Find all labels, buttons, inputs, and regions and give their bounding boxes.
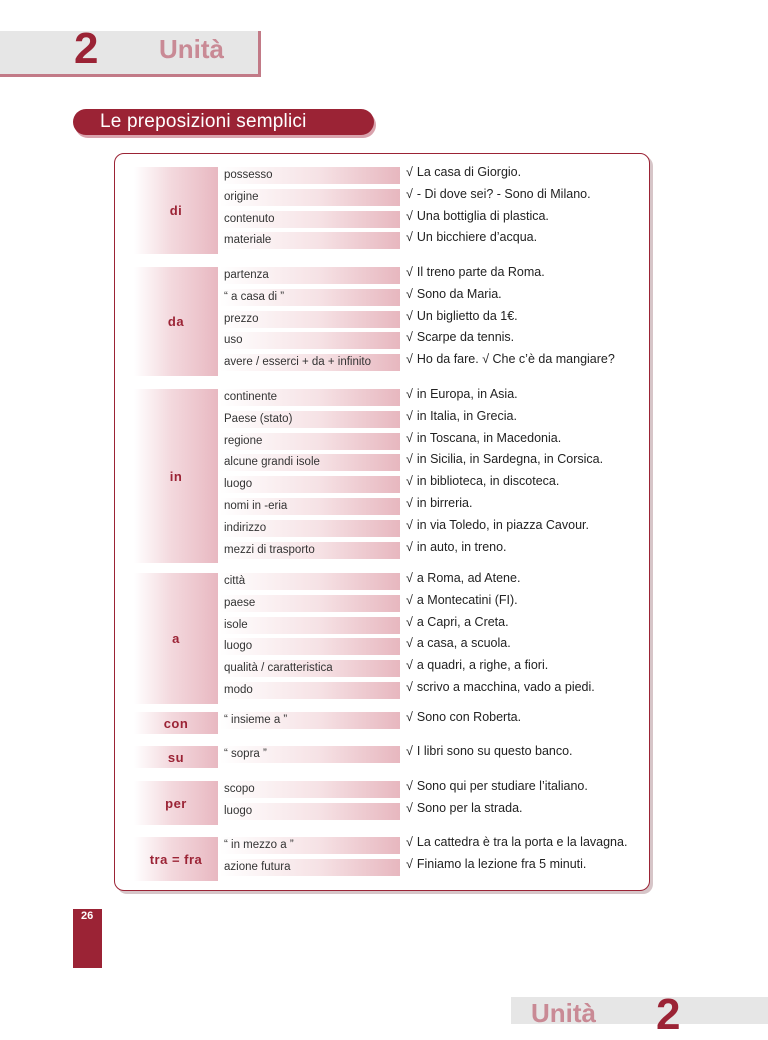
preposition-label: a	[134, 573, 218, 704]
example-text: Una bottiglia di plastica.	[416, 209, 549, 223]
example-text: a Roma, ad Atene.	[416, 571, 521, 585]
example-sentence	[406, 834, 627, 851]
footer-unit-label: Unità	[531, 998, 596, 1028]
unit-label: Unità	[159, 34, 224, 64]
check-mark: √	[406, 187, 413, 201]
preposition-group	[134, 837, 644, 881]
check-mark: √	[406, 615, 413, 629]
check-mark: √	[406, 540, 413, 554]
usage-label: regione	[220, 433, 400, 450]
example-text: in Europa, in Asia.	[416, 387, 518, 401]
check-mark: √	[406, 779, 413, 793]
usage-row	[220, 498, 644, 519]
usage-row	[220, 332, 644, 353]
preposition-group	[134, 267, 644, 376]
page-number: 26	[81, 910, 94, 922]
check-mark: √	[406, 857, 413, 871]
preposition-group	[134, 167, 644, 254]
usage-row	[220, 454, 644, 475]
example-text: Sono con Roberta.	[416, 710, 522, 724]
example-sentence	[406, 517, 589, 534]
example-sentence	[406, 495, 472, 512]
example-sentence	[406, 430, 561, 447]
usage-row	[220, 542, 644, 563]
check-mark: √	[406, 330, 413, 344]
usage-row	[220, 389, 644, 410]
example-sentence	[406, 308, 518, 325]
preposition-label: con	[134, 712, 218, 734]
check-mark: √	[406, 265, 413, 279]
usage-label: azione futura	[220, 859, 400, 876]
usage-label: modo	[220, 682, 400, 699]
example-text: Finiamo la lezione fra 5 minuti.	[416, 857, 587, 871]
example-text: I libri sono su questo banco.	[416, 744, 573, 758]
check-mark: √	[406, 593, 413, 607]
preposition-group	[134, 389, 644, 563]
usage-label: materiale	[220, 232, 400, 249]
usage-label: alcune grandi isole	[220, 454, 400, 471]
example-sentence	[406, 743, 573, 760]
usage-label: qualità / caratteristica	[220, 660, 400, 677]
footer-unit-number: 2	[656, 990, 681, 1039]
usage-label: uso	[220, 332, 400, 349]
preposition-label: tra = fra	[134, 837, 218, 881]
check-mark: √	[406, 710, 413, 724]
usage-label: mezzi di trasporto	[220, 542, 400, 559]
usage-label: origine	[220, 189, 400, 206]
usage-row	[220, 476, 644, 497]
usage-label: contenuto	[220, 211, 400, 228]
usage-label: luogo	[220, 476, 400, 493]
usage-label: luogo	[220, 803, 400, 820]
check-mark: √	[406, 309, 413, 323]
usage-row	[220, 682, 644, 703]
check-mark: √	[406, 636, 413, 650]
example-text: in biblioteca, in discoteca.	[416, 474, 560, 488]
example-sentence	[406, 164, 521, 181]
check-mark: √	[406, 658, 413, 672]
preposition-group	[134, 712, 644, 734]
example-text: Il treno parte da Roma.	[416, 265, 545, 279]
usage-label: continente	[220, 389, 400, 406]
example-sentence	[406, 329, 514, 346]
check-mark: √	[406, 518, 413, 532]
example-text: a casa, a scuola.	[416, 636, 511, 650]
example-text: in Sicilia, in Sardegna, in Corsica.	[416, 452, 604, 466]
unit-number: 2	[74, 24, 99, 73]
example-text: La cattedra è tra la porta e la lavagna.	[416, 835, 628, 849]
usage-row	[220, 289, 644, 310]
usage-row	[220, 660, 644, 681]
usage-row	[220, 167, 644, 188]
usage-label: possesso	[220, 167, 400, 184]
example-sentence	[406, 473, 559, 490]
example-text: Sono qui per studiare l’italiano.	[416, 779, 588, 793]
usage-row	[220, 859, 644, 880]
example-text: in Toscana, in Macedonia.	[416, 431, 562, 445]
example-sentence	[406, 800, 523, 817]
example-sentence	[406, 408, 517, 425]
check-mark: √	[406, 409, 413, 423]
example-sentence	[406, 778, 588, 795]
example-sentence	[406, 229, 537, 246]
check-mark: √	[406, 496, 413, 510]
example-sentence	[406, 856, 586, 873]
check-mark: √	[406, 165, 413, 179]
usage-label: isole	[220, 617, 400, 634]
usage-label: partenza	[220, 267, 400, 284]
usage-row	[220, 595, 644, 616]
check-mark: √	[406, 387, 413, 401]
check-mark: √	[406, 744, 413, 758]
usage-label: “ insieme a ”	[220, 712, 400, 729]
example-sentence	[406, 614, 509, 631]
check-mark: √	[406, 571, 413, 585]
preposition-label: in	[134, 389, 218, 563]
usage-row	[220, 746, 644, 767]
check-mark: √	[406, 230, 413, 244]
usage-row	[220, 354, 644, 375]
example-text: in Italia, in Grecia.	[416, 409, 517, 423]
usage-row	[220, 411, 644, 432]
usage-label: “ sopra ”	[220, 746, 400, 763]
check-mark: √	[406, 474, 413, 488]
page-number-tab	[73, 909, 102, 968]
example-sentence	[406, 264, 545, 281]
check-mark: √	[406, 801, 413, 815]
section-title: Le preposizioni semplici	[73, 109, 374, 135]
usage-label: paese	[220, 595, 400, 612]
check-mark: √	[406, 287, 413, 301]
example-text: in birreria.	[416, 496, 473, 510]
check-mark: √	[406, 209, 413, 223]
example-sentence	[406, 679, 595, 696]
example-sentence	[406, 539, 507, 556]
preposition-label: su	[134, 746, 218, 768]
example-text: - Di dove sei? - Sono di Milano.	[416, 187, 591, 201]
usage-row	[220, 189, 644, 210]
preposition-label: da	[134, 267, 218, 376]
preposition-label: di	[134, 167, 218, 254]
usage-label: indirizzo	[220, 520, 400, 537]
check-mark: √	[406, 452, 413, 466]
preposition-group	[134, 746, 644, 768]
example-text: a Capri, a Creta.	[416, 615, 509, 629]
example-sentence	[406, 709, 521, 726]
usage-row	[220, 781, 644, 802]
usage-label: scopo	[220, 781, 400, 798]
example-text: scrivo a macchina, vado a piedi.	[416, 680, 595, 694]
usage-row	[220, 712, 644, 733]
example-text: Sono da Maria.	[416, 287, 502, 301]
usage-label: nomi in -eria	[220, 498, 400, 515]
check-mark: √	[406, 680, 413, 694]
example-text: La casa di Giorgio.	[416, 165, 522, 179]
usage-row	[220, 837, 644, 858]
example-sentence	[406, 286, 502, 303]
example-text: a quadri, a righe, a fiori.	[416, 658, 549, 672]
example-text: in auto, in treno.	[416, 540, 507, 554]
preposition-group	[134, 573, 644, 704]
usage-label: prezzo	[220, 311, 400, 328]
example-text: Un bicchiere d’acqua.	[416, 230, 538, 244]
example-text: Sono per la strada.	[416, 801, 523, 815]
example-text: Scarpe da tennis.	[416, 330, 515, 344]
usage-label: avere / esserci + da + infinito	[220, 354, 400, 371]
example-sentence	[406, 208, 549, 225]
example-text: a Montecatini (FI).	[416, 593, 518, 607]
usage-row	[220, 520, 644, 541]
example-text: Ho da fare. √ Che c’è da mangiare?	[416, 352, 615, 366]
example-sentence	[406, 186, 591, 203]
example-text: in via Toledo, in piazza Cavour.	[416, 518, 589, 532]
check-mark: √	[406, 431, 413, 445]
preposition-label: per	[134, 781, 218, 825]
usage-label: “ a casa di ”	[220, 289, 400, 306]
example-sentence	[406, 592, 518, 609]
example-sentence	[406, 451, 603, 468]
usage-label: Paese (stato)	[220, 411, 400, 428]
usage-row	[220, 803, 644, 824]
usage-row	[220, 232, 644, 253]
example-sentence	[406, 570, 520, 587]
example-sentence	[406, 386, 518, 403]
example-sentence	[406, 635, 511, 652]
usage-row	[220, 638, 644, 659]
example-sentence	[406, 351, 615, 368]
preposition-group	[134, 781, 644, 825]
example-sentence	[406, 657, 548, 674]
check-mark: √	[406, 352, 413, 366]
example-text: Un biglietto da 1€.	[416, 309, 518, 323]
usage-label: luogo	[220, 638, 400, 655]
usage-label: “ in mezzo a ”	[220, 837, 400, 854]
usage-row	[220, 573, 644, 594]
check-mark: √	[406, 835, 413, 849]
usage-row	[220, 267, 644, 288]
usage-label: città	[220, 573, 400, 590]
